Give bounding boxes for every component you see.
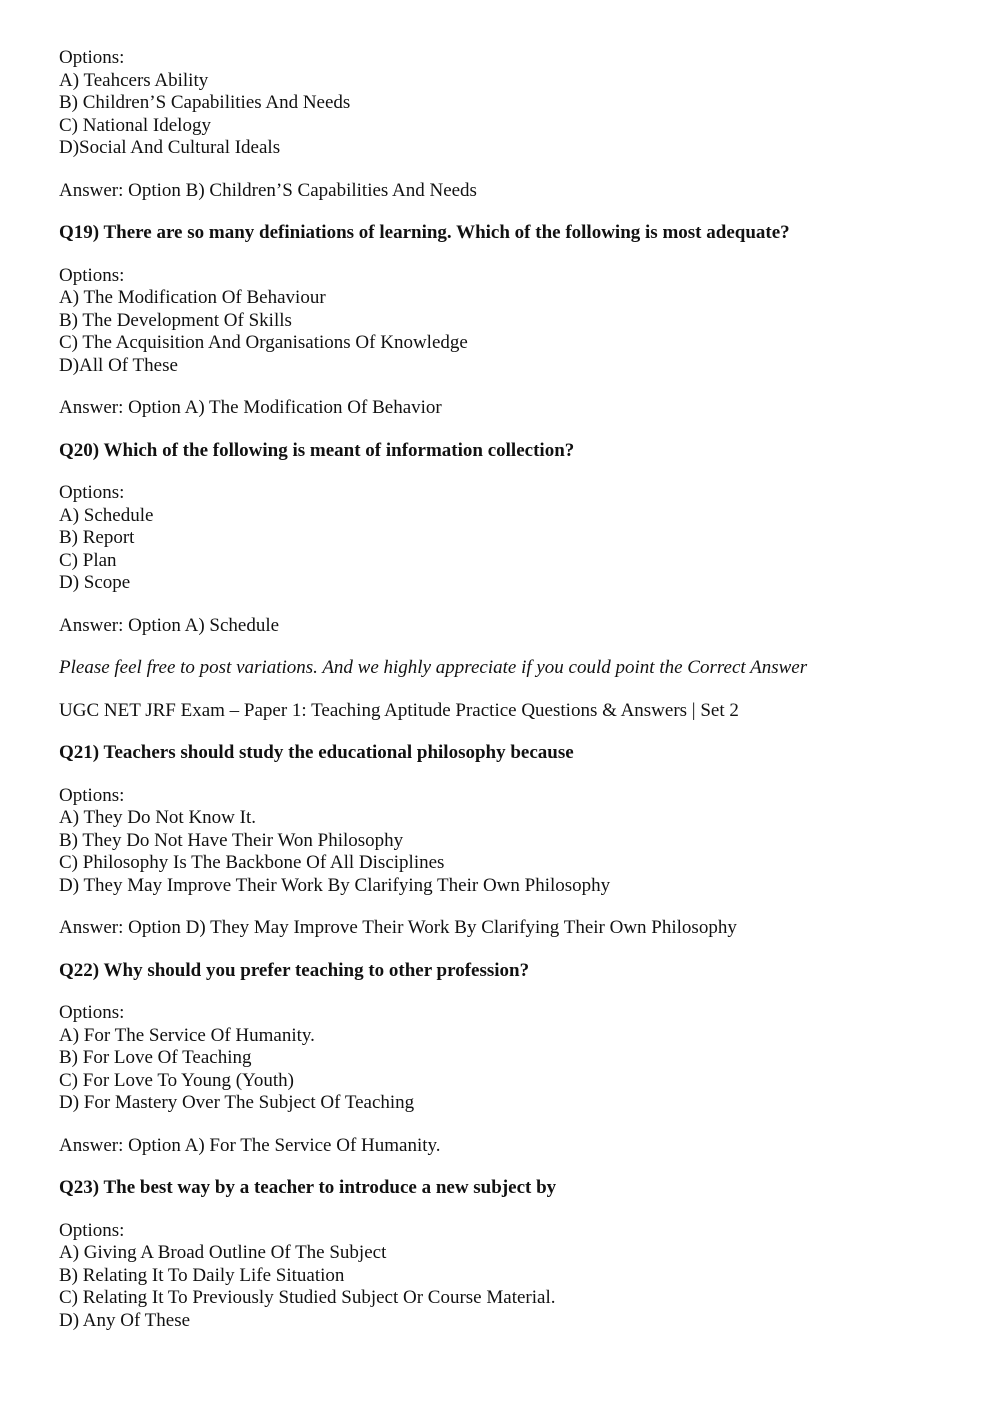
option-a: A) Teahcers Ability — [59, 69, 209, 91]
question-heading: Q21) Teachers should study the educational philosophy because — [59, 742, 574, 763]
answer-text: Answer: Option D) They May Improve Their Work By Clarifying Their Own Philosophy — [59, 917, 737, 938]
option-d: D)Social And Cultural Ideals — [59, 137, 281, 158]
option-b: B) They Do Not Have Their Won Philosophy — [59, 829, 404, 851]
document-page — [59, 47, 959, 1352]
answer-text: Answer: Option A) The Modification Of Behavior — [59, 397, 442, 418]
option-a: A) Giving A Broad Outline Of The Subject — [59, 1242, 387, 1263]
options-label: Options: — [59, 1002, 125, 1023]
option-c: C) National Idelogy — [59, 114, 211, 136]
question-block-q19 — [59, 222, 959, 420]
option-a: A) The Modification Of Behaviour — [59, 287, 326, 308]
question-heading: Q23) The best way by a teacher to introduce a new subject by — [59, 1177, 557, 1198]
option-d: D)All Of These — [59, 354, 178, 376]
section-heading: UGC NET JRF Exam – Paper 1: Teaching Aptitude Practice Questions & Answers | Set 2 — [59, 699, 739, 721]
question-block-q22 — [59, 960, 959, 1158]
options-list — [59, 785, 959, 898]
options-label: Options: — [59, 1219, 125, 1241]
answer-text: Answer: Option B) Children’S Capabilities And Needs — [59, 179, 477, 201]
question-heading: Q22) Why should you prefer teaching to other profession? — [59, 959, 530, 981]
options-list — [59, 47, 959, 160]
option-b: B) For Love Of Teaching — [59, 1047, 252, 1068]
option-a: A) Schedule — [59, 504, 154, 526]
option-c: C) Plan — [59, 549, 117, 571]
option-d: D) Any Of These — [59, 1309, 191, 1331]
option-a: A) They Do Not Know It. — [59, 807, 257, 828]
options-label: Options: — [59, 264, 125, 286]
question-block-q20 — [59, 440, 959, 638]
answer-text: Answer: Option A) Schedule — [59, 614, 280, 636]
option-c: C) Philosophy Is The Backbone Of All Disciplines — [59, 852, 445, 873]
question-heading: Q20) Which of the following is meant of information collection? — [59, 439, 575, 461]
option-d: D) They May Improve Their Work By Clarifying Their Own Philosophy — [59, 874, 611, 896]
answer-text: Answer: Option A) For The Service Of Humanity. — [59, 1134, 441, 1156]
option-b: B) Report — [59, 527, 135, 548]
option-a: A) For The Service Of Humanity. — [59, 1024, 315, 1046]
option-c: C) The Acquisition And Organisations Of Knowledge — [59, 332, 468, 353]
option-d: D) Scope — [59, 572, 131, 593]
options-label: Options: — [59, 784, 125, 806]
options-list — [59, 1002, 959, 1115]
option-c: C) Relating It To Previously Studied Subject Or Course Material. — [59, 1287, 556, 1308]
options-label: Options: — [59, 47, 125, 68]
option-d: D) For Mastery Over The Subject Of Teaching — [59, 1092, 415, 1113]
variations-note: Please feel free to post variations. And we highly appreciate if you could point the Correct Answer — [59, 657, 808, 678]
option-b: B) The Development Of Skills — [59, 309, 292, 331]
options-label: Options: — [59, 482, 125, 503]
options-list — [59, 482, 959, 595]
option-b: B) Relating It To Daily Life Situation — [59, 1264, 345, 1286]
options-list — [59, 1220, 959, 1333]
option-c: C) For Love To Young (Youth) — [59, 1069, 294, 1091]
options-list — [59, 265, 959, 378]
option-b: B) Children’S Capabilities And Needs — [59, 92, 351, 113]
question-block-q21 — [59, 742, 959, 940]
question-block-q23 — [59, 1177, 959, 1332]
question-heading: Q19) There are so many definiations of learning. Which of the following is most adequate? — [59, 222, 790, 243]
question-block-q18 — [59, 47, 959, 202]
